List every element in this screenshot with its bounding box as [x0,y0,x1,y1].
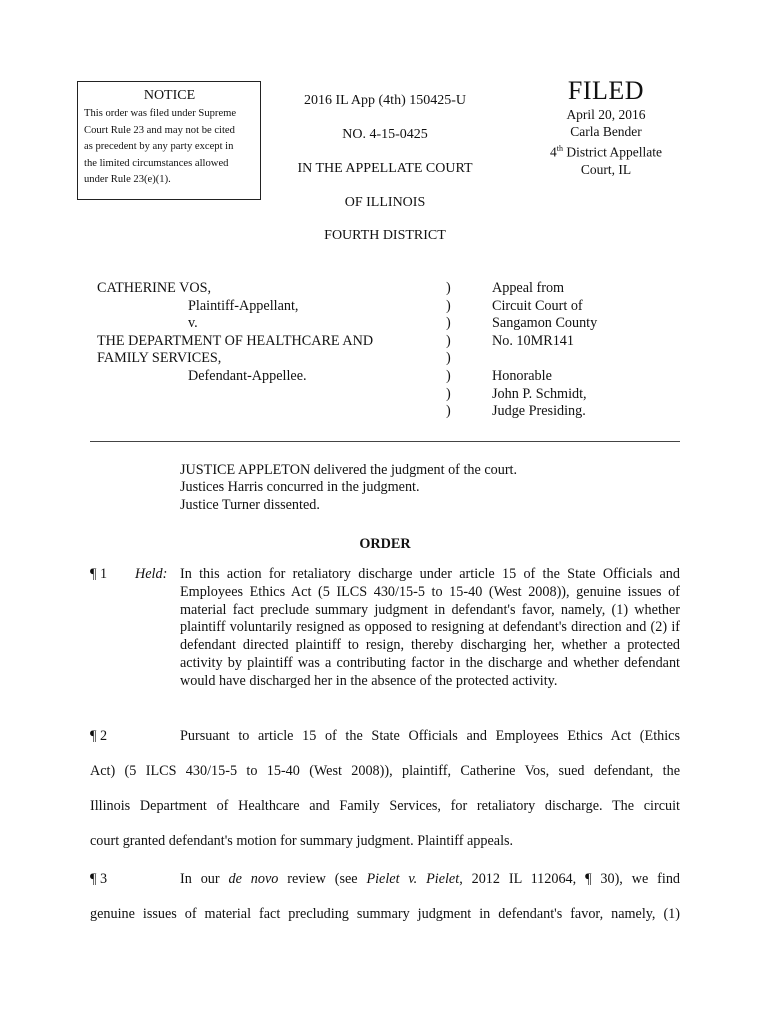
held-text: In this action for retaliatory discharge under article 15 of the State Officials and Employees Ethics Act (5 ILCS 430/15-5 to 15-40 (West 2008)), genuine issues of material fact preclude summary judgment in defendant's favor, namely, (1) whether plaintiff voluntarily resigned as opposed to resigning at defendant's direction and (2) if defendant directed plaintiff to resign, thereby discharging her, whether a protected activity by plaintiff was a contributing factor in the discharge and whether defendant would have discharged her in the absence of the protected activity. [180,566,680,689]
notice-title: NOTICE [143,88,196,103]
appeal-info: Appeal from Circuit Court of Sangamon County No. 10MR141 Honorable John P. Schmidt, Judge Presiding. [492,280,598,420]
filed-title: FILED [567,76,645,105]
court-name-line2: OF ILLINOIS [344,195,426,210]
court-district: FOURTH DISTRICT [324,228,446,243]
filed-court: Court, IL [580,161,632,177]
notice-text: This order was filed under Supreme Court Rule 23 and may not be cited as precedent by any party except in the limited circumstances allowed under Rule 23(e)(1). [84,108,237,186]
paragraph-2-line-4: court granted defendant's motion for summary judgment. Plaintiff appeals. [90,833,514,849]
paragraph-number-2: ¶ 2 [90,728,108,744]
paragraph-2-line-3: Illinois Department of Healthcare and Family Services, for retaliatory discharge. The circuit [90,798,680,814]
court-name-line1: IN THE APPELLATE COURT [297,161,473,176]
defendant-name-line2: FAMILY SERVICES, [97,350,222,367]
paragraph-3-line-1: In our de novo review (see Pielet v. Pielet, 2012 IL 112064, ¶ 30), we find [180,871,681,887]
order-title: ORDER [359,536,411,552]
plaintiff-role: Plaintiff-Appellant, [188,297,299,314]
paragraph-2-line-2: Act) (5 ILCS 430/15-5 to 15-40 (West 2008)), plaintiff, Catherine Vos, sued defendant, the [90,763,680,779]
held-label: Held: [135,566,168,582]
defendant-role: Defendant-Appellee. [188,367,307,384]
filed-stamp [540,76,672,178]
paragraph-number-1: ¶ 1 [90,566,108,582]
filed-clerk: Carla Bender [570,124,642,139]
case-citation: 2016 IL App (4th) 150425-U [303,93,467,108]
caption-parentheses: ) ) ) ) ) ) ) ) [446,280,451,420]
filed-date: April 20, 2016 [566,107,646,122]
defendant-name-line1: THE DEPARTMENT OF HEALTHCARE AND [97,332,374,349]
versus: v. [188,315,198,332]
judges-statement: JUSTICE APPLETON delivered the judgment of the court. Justices Harris concurred in the judgment. Justice Turner dissented. [180,462,518,513]
plaintiff-name: CATHERINE VOS, [97,280,212,296]
paragraph-2-line-1: Pursuant to article 15 of the State Officials and Employees Ethics Act (Ethics [180,728,680,744]
notice-box [77,81,261,200]
docket-number: NO. 4-15-0425 [342,127,428,142]
case-caption-parties [97,280,437,386]
divider-rule [90,441,680,442]
paragraph-3-line-2: genuine issues of material fact precluding summary judgment in defendant's favor, namely, (1) [90,906,680,922]
paragraph-number-3: ¶ 3 [90,871,108,887]
filed-district: 4th District Appellate [550,144,662,160]
